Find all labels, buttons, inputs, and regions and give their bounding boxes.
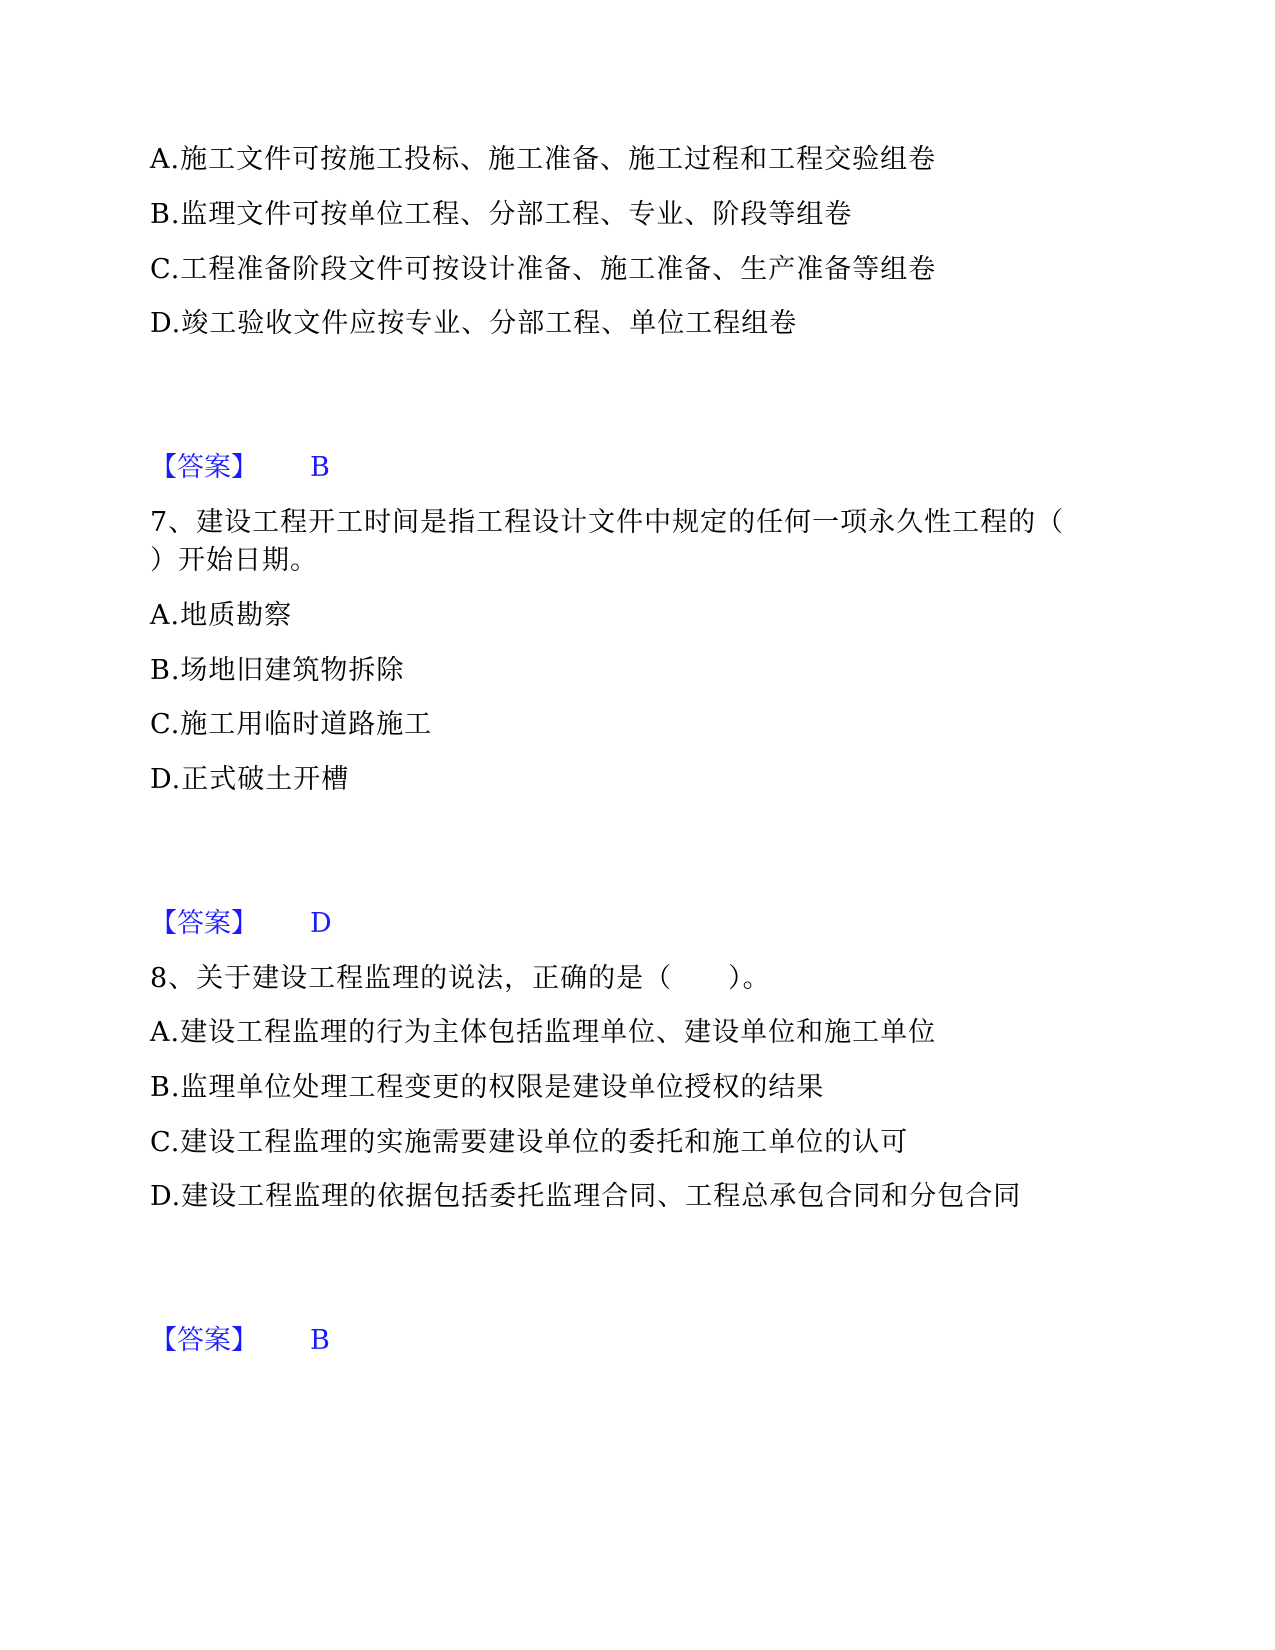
answer-value: B — [310, 1325, 330, 1356]
question-stem: 7、建设工程开工时间是指工程设计文件中规定的任何一项永久性工程的（ — [150, 507, 1065, 538]
option-a: A.地质勘察 — [150, 600, 293, 631]
option-c: C.工程准备阶段文件可按设计准备、施工准备、生产准备等组卷 — [150, 254, 937, 285]
answer-value: D — [310, 908, 332, 939]
option-c: C.施工用临时道路施工 — [150, 709, 433, 740]
answer-label: 【答案】 — [150, 1325, 258, 1356]
answer-value: B — [310, 452, 330, 483]
option-a: A.施工文件可按施工投标、施工准备、施工过程和工程交验组卷 — [150, 144, 937, 175]
answer-row — [150, 908, 332, 940]
option-c: C.建设工程监理的实施需要建设单位的委托和施工单位的认可 — [150, 1127, 909, 1158]
answer-row — [150, 1325, 330, 1357]
answer-label: 【答案】 — [150, 452, 258, 483]
option-a: A.建设工程监理的行为主体包括监理单位、建设单位和施工单位 — [150, 1017, 937, 1048]
question-stem: 8、关于建设工程监理的说法，正确的是（ ）。 — [150, 963, 771, 994]
option-d: D.正式破土开槽 — [150, 764, 350, 795]
question-stem-continued: ）开始日期。 — [150, 545, 318, 576]
option-d: D.建设工程监理的依据包括委托监理合同、工程总承包合同和分包合同 — [150, 1181, 1022, 1212]
option-b: B.场地旧建筑物拆除 — [150, 655, 405, 686]
answer-row — [150, 452, 330, 484]
option-b: B.监理文件可按单位工程、分部工程、专业、阶段等组卷 — [150, 199, 853, 230]
option-d: D.竣工验收文件应按专业、分部工程、单位工程组卷 — [150, 308, 798, 339]
option-b: B.监理单位处理工程变更的权限是建设单位授权的结果 — [150, 1072, 825, 1103]
answer-label: 【答案】 — [150, 908, 258, 939]
